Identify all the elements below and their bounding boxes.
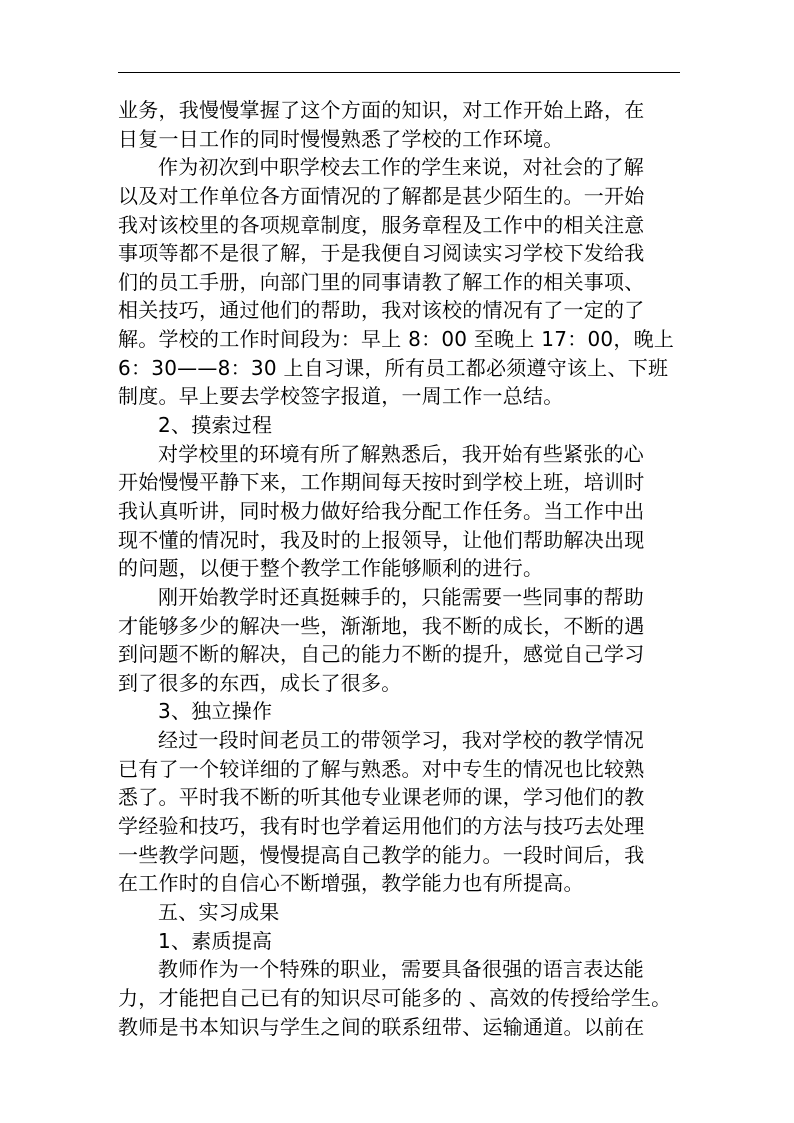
text-line: 我对该校里的各项规章制度，服务章程及工作中的相关注意 <box>118 212 645 237</box>
text-line: 我认真听讲，同时极力做好给我分配工作任务。当工作中出 <box>118 498 645 523</box>
text-line: 6：30——8：30 上自习课，所有员工都必须遵守该上、下班 <box>118 355 669 380</box>
section-heading: 3、独立操作 <box>158 699 273 724</box>
text-line: 制度。早上要去学校签字报道，一周工作一总结。 <box>118 384 564 409</box>
text-line: 以及对工作单位各方面情况的了解都是甚少陌生的。一开始 <box>118 183 645 208</box>
text-line: 开始慢慢平静下来，工作期间每天按时到学校上班，培训时 <box>118 470 645 495</box>
text-line: 事项等都不是很了解，于是我便自习阅读实习学校下发给我 <box>118 241 645 266</box>
text-line: 教师是书本知识与学生之间的联系纽带、运输通道。以前在 <box>118 1014 645 1039</box>
section-heading: 1、素质提高 <box>158 928 273 953</box>
text-line: 已有了一个较详细的了解与熟悉。对中专生的情况也比较熟 <box>118 756 645 781</box>
header-rule <box>118 72 680 73</box>
text-line: 一些教学问题，慢慢提高自己教学的能力。一段时间后，我 <box>118 842 645 867</box>
text-line: 悉了。平时我不断的听其他专业课老师的课，学习他们的教 <box>118 785 645 810</box>
text-line: 的问题，以便于整个教学工作能够顺利的进行。 <box>118 556 544 581</box>
paragraph-start: 经过一段时间老员工的带领学习，我对学校的教学情况 <box>158 728 644 753</box>
paragraph-start: 教师作为一个特殊的职业，需要具备很强的语言表达能 <box>158 957 644 982</box>
paragraph-start: 对学校里的环境有所了解熟悉后，我开始有些紧张的心 <box>158 441 644 466</box>
text-line: 到问题不断的解决，自己的能力不断的提升，感觉自己学习 <box>118 642 645 667</box>
text-line: 学经验和技巧，我有时也学着运用他们的方法与技巧去处理 <box>118 814 645 839</box>
text-line: 相关技巧，通过他们的帮助，我对该校的情况有了一定的了 <box>118 298 645 323</box>
text-line: 业务，我慢慢掌握了这个方面的知识，对工作开始上路，在 <box>118 98 645 122</box>
text-line: 在工作时的自信心不断增强，教学能力也有所提高。 <box>118 871 584 896</box>
paragraph-start: 作为初次到中职学校去工作的学生来说，对社会的了解 <box>158 155 644 180</box>
text-line: 才能够多少的解决一些，渐渐地，我不断的成长，不断的遇 <box>118 613 645 638</box>
document-body <box>118 96 680 1041</box>
text-line: 们的员工手册，向部门里的同事请教了解工作的相关事项、 <box>118 269 645 294</box>
section-heading: 五、实习成果 <box>158 899 280 924</box>
section-heading: 2、摸索过程 <box>158 413 273 438</box>
paragraph-start: 刚开始教学时还真挺棘手的，只能需要一些同事的帮助 <box>158 584 644 609</box>
text-line: 到了很多的东西，成长了很多。 <box>118 670 402 695</box>
text-line: 解。学校的工作时间段为：早上 8：00 至晚上 17：00，晚上 <box>118 327 675 352</box>
text-line: 日复一日工作的同时慢慢熟悉了学校的工作环境。 <box>118 126 564 151</box>
text-line: 力，才能把自己已有的知识尽可能多的 、高效的传授给学生。 <box>118 985 672 1010</box>
text-line: 现不懂的情况时，我及时的上报领导，让他们帮助解决出现 <box>118 527 645 552</box>
